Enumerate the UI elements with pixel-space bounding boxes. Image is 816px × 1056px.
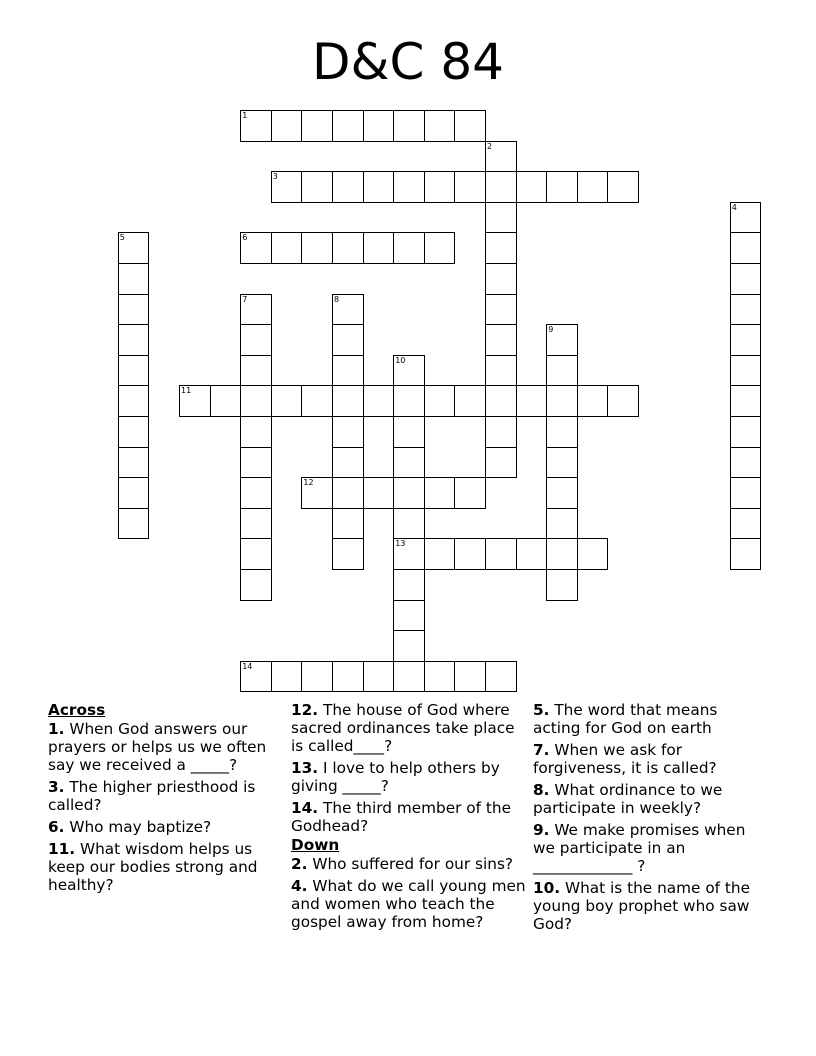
grid-cell[interactable] — [730, 232, 762, 264]
grid-cell[interactable] — [271, 110, 303, 142]
grid-cell[interactable] — [393, 600, 425, 632]
grid-cell[interactable] — [271, 385, 303, 417]
grid-cell[interactable] — [607, 171, 639, 203]
clue-number-label: 12 — [303, 478, 314, 488]
clue-column-3 — [533, 701, 768, 937]
clue-text: Who suffered for our sins? — [307, 855, 514, 873]
grid-cell[interactable] — [240, 110, 272, 142]
clue-column-2 — [291, 701, 527, 935]
across-heading: Across — [48, 701, 106, 719]
grid-cell[interactable] — [301, 110, 333, 142]
grid-cell[interactable] — [546, 355, 578, 387]
grid-cell[interactable] — [730, 477, 762, 509]
grid-cell[interactable] — [363, 385, 395, 417]
grid-cell[interactable] — [730, 385, 762, 417]
grid-cell[interactable] — [730, 202, 762, 234]
grid-cell[interactable] — [485, 324, 517, 356]
clue-number: 5. — [533, 701, 550, 719]
grid-cell[interactable] — [546, 447, 578, 479]
clue-text: Who may baptize? — [64, 818, 212, 836]
clue-number: 2. — [291, 855, 308, 873]
grid-cell[interactable] — [393, 355, 425, 387]
grid-cell[interactable] — [485, 416, 517, 448]
grid-cell[interactable] — [730, 416, 762, 448]
clue-across-12 — [291, 701, 527, 755]
grid-cell[interactable] — [730, 355, 762, 387]
clue-text: The word that means acting for God on earth — [533, 701, 718, 737]
grid-cell[interactable] — [516, 171, 548, 203]
clue-number: 13. — [291, 759, 319, 777]
grid-cell[interactable] — [118, 447, 150, 479]
clue-across-3 — [48, 778, 282, 814]
clue-across-11 — [48, 840, 282, 894]
grid-cell[interactable] — [363, 477, 395, 509]
grid-cell[interactable] — [240, 508, 272, 540]
grid-cell[interactable] — [363, 661, 395, 693]
grid-cell[interactable] — [240, 324, 272, 356]
grid-cell[interactable] — [332, 385, 364, 417]
grid-cell[interactable] — [546, 416, 578, 448]
grid-cell[interactable] — [332, 110, 364, 142]
clue-number-label: 1 — [242, 111, 248, 120]
clue-number-label: 13 — [395, 539, 406, 549]
clue-number: 4. — [291, 877, 308, 895]
grid-cell[interactable] — [393, 661, 425, 693]
grid-cell[interactable] — [240, 569, 272, 601]
grid-cell[interactable] — [332, 355, 364, 387]
grid-cell[interactable] — [424, 171, 456, 203]
grid-cell[interactable] — [546, 171, 578, 203]
grid-cell[interactable] — [332, 477, 364, 509]
grid-cell[interactable] — [730, 324, 762, 356]
clue-number: 8. — [533, 781, 550, 799]
grid-cell[interactable] — [393, 385, 425, 417]
grid-cell[interactable] — [240, 416, 272, 448]
clue-text: What wisdom helps us keep our bodies strong and healthy? — [48, 840, 258, 894]
grid-cell[interactable] — [516, 385, 548, 417]
grid-cell[interactable] — [118, 294, 150, 326]
grid-cell[interactable] — [332, 171, 364, 203]
grid-cell[interactable] — [730, 538, 762, 570]
clue-text: The higher priesthood is called? — [48, 778, 256, 814]
clue-number-label: 6 — [242, 233, 248, 243]
grid-cell[interactable] — [546, 508, 578, 540]
grid-cell[interactable] — [240, 661, 272, 693]
grid-cell[interactable] — [363, 110, 395, 142]
grid-cell[interactable] — [730, 447, 762, 479]
grid-cell[interactable] — [240, 385, 272, 417]
grid-cell[interactable] — [301, 171, 333, 203]
clue-down-8 — [533, 781, 768, 817]
grid-cell[interactable] — [179, 385, 211, 417]
grid-cell[interactable] — [240, 294, 272, 326]
grid-cell[interactable] — [730, 294, 762, 326]
clue-number-label: 9 — [548, 325, 554, 335]
clue-number-label: 14 — [242, 661, 253, 671]
grid-cell[interactable] — [485, 355, 517, 387]
clue-number-label: 3 — [272, 172, 278, 182]
grid-cell[interactable] — [332, 447, 364, 479]
grid-cell[interactable] — [454, 477, 486, 509]
grid-cell[interactable] — [485, 538, 517, 570]
down-heading: Down — [291, 836, 340, 854]
grid-cell[interactable] — [332, 232, 364, 264]
grid-cell[interactable] — [393, 630, 425, 662]
grid-cell[interactable] — [485, 385, 517, 417]
grid-cell[interactable] — [485, 263, 517, 295]
grid-cell[interactable] — [424, 661, 456, 693]
grid-cell[interactable] — [118, 263, 150, 295]
grid-cell[interactable] — [516, 538, 548, 570]
grid-cell[interactable] — [118, 324, 150, 356]
clue-number-label: 11 — [181, 386, 192, 396]
grid-cell[interactable] — [454, 538, 486, 570]
grid-cell[interactable] — [730, 508, 762, 540]
grid-cell[interactable] — [485, 447, 517, 479]
grid-cell[interactable] — [424, 385, 456, 417]
clue-text: What is the name of the young boy prophet who saw God? — [533, 879, 751, 933]
grid-cell[interactable] — [454, 171, 486, 203]
grid-cell[interactable] — [577, 538, 609, 570]
clue-number: 3. — [48, 778, 65, 796]
grid-cell[interactable] — [240, 538, 272, 570]
clue-down-10 — [533, 879, 768, 933]
grid-cell[interactable] — [393, 110, 425, 142]
clue-down-4 — [291, 877, 527, 931]
grid-cell[interactable] — [546, 385, 578, 417]
grid-cell[interactable] — [546, 324, 578, 356]
grid-cell[interactable] — [118, 385, 150, 417]
clue-number: 10. — [533, 879, 561, 897]
clue-across-13 — [291, 759, 527, 795]
grid-cell[interactable] — [730, 263, 762, 295]
grid-cell[interactable] — [301, 385, 333, 417]
grid-cell[interactable] — [393, 447, 425, 479]
grid-cell[interactable] — [332, 538, 364, 570]
page-title: D&C 84 — [312, 33, 504, 91]
clue-across-14 — [291, 799, 527, 835]
clue-number: 6. — [48, 818, 65, 836]
grid-cell[interactable] — [424, 232, 456, 264]
clue-across-6 — [48, 818, 282, 836]
clue-text: I love to help others by giving _____? — [291, 759, 500, 795]
grid-cell[interactable] — [577, 171, 609, 203]
grid-cell[interactable] — [118, 355, 150, 387]
grid-cell[interactable] — [607, 385, 639, 417]
clue-number: 9. — [533, 821, 550, 839]
grid-cell[interactable] — [118, 232, 150, 264]
grid-cell[interactable] — [332, 661, 364, 693]
grid-cell[interactable] — [454, 385, 486, 417]
grid-cell[interactable] — [546, 569, 578, 601]
clue-number-label: 8 — [334, 294, 340, 304]
grid-cell[interactable] — [271, 171, 303, 203]
grid-cell[interactable] — [485, 661, 517, 693]
grid-cell[interactable] — [393, 538, 425, 570]
grid-cell[interactable] — [271, 661, 303, 693]
clue-number-label: 5 — [119, 233, 125, 243]
grid-cell[interactable] — [118, 477, 150, 509]
clue-across-1 — [48, 720, 282, 774]
grid-cell[interactable] — [485, 232, 517, 264]
grid-cell[interactable] — [485, 141, 517, 173]
clue-number: 7. — [533, 741, 550, 759]
grid-cell[interactable] — [118, 508, 150, 540]
grid-cell[interactable] — [577, 385, 609, 417]
grid-cell[interactable] — [393, 171, 425, 203]
grid-cell[interactable] — [424, 477, 456, 509]
grid-cell[interactable] — [332, 508, 364, 540]
clue-number: 1. — [48, 720, 65, 738]
grid-cell[interactable] — [118, 416, 150, 448]
grid-cell[interactable] — [454, 661, 486, 693]
clue-text: When God answers our prayers or helps us we often say we received a _____? — [48, 720, 267, 774]
grid-cell[interactable] — [210, 385, 242, 417]
grid-cell[interactable] — [240, 232, 272, 264]
grid-cell[interactable] — [393, 508, 425, 540]
clue-number-label: 4 — [731, 202, 737, 212]
clue-number-label: 2 — [487, 141, 493, 151]
grid-cell[interactable] — [301, 477, 333, 509]
grid-cell[interactable] — [240, 477, 272, 509]
clue-down-9 — [533, 821, 768, 875]
grid-cell[interactable] — [393, 569, 425, 601]
grid-cell[interactable] — [424, 538, 456, 570]
grid-cell[interactable] — [454, 110, 486, 142]
clue-down-5 — [533, 701, 768, 737]
grid-cell[interactable] — [271, 232, 303, 264]
clue-text: What ordinance to we participate in weekly? — [533, 781, 723, 817]
clue-number: 11. — [48, 840, 76, 858]
grid-cell[interactable] — [240, 355, 272, 387]
clue-down-7 — [533, 741, 768, 777]
grid-cell[interactable] — [485, 171, 517, 203]
clue-down-2 — [291, 855, 527, 873]
clue-number: 12. — [291, 701, 319, 719]
grid-cell[interactable] — [332, 416, 364, 448]
grid-cell[interactable] — [363, 171, 395, 203]
clue-number: 14. — [291, 799, 319, 817]
grid-cell[interactable] — [393, 416, 425, 448]
grid-cell[interactable] — [301, 232, 333, 264]
clue-text: The house of God where sacred ordinances take place is called____? — [291, 701, 515, 755]
clue-text: When we ask for forgiveness, it is called? — [533, 741, 717, 777]
grid-cell[interactable] — [485, 294, 517, 326]
clue-text: We make promises when we participate in an _____________ ? — [533, 821, 746, 875]
clue-text: The third member of the Godhead? — [291, 799, 512, 835]
grid-cell[interactable] — [424, 110, 456, 142]
clue-text: What do we call young men and women who teach the gospel away from home? — [291, 877, 526, 931]
grid-cell[interactable] — [332, 324, 364, 356]
grid-cell[interactable] — [546, 538, 578, 570]
clue-number-label: 7 — [242, 294, 248, 304]
grid-cell[interactable] — [546, 477, 578, 509]
clue-column-1 — [48, 701, 282, 898]
grid-cell[interactable] — [393, 477, 425, 509]
grid-cell[interactable] — [363, 232, 395, 264]
grid-cell[interactable] — [301, 661, 333, 693]
clue-number-label: 10 — [395, 355, 406, 365]
grid-cell[interactable] — [485, 202, 517, 234]
grid-cell[interactable] — [240, 447, 272, 479]
grid-cell[interactable] — [332, 294, 364, 326]
grid-cell[interactable] — [393, 232, 425, 264]
